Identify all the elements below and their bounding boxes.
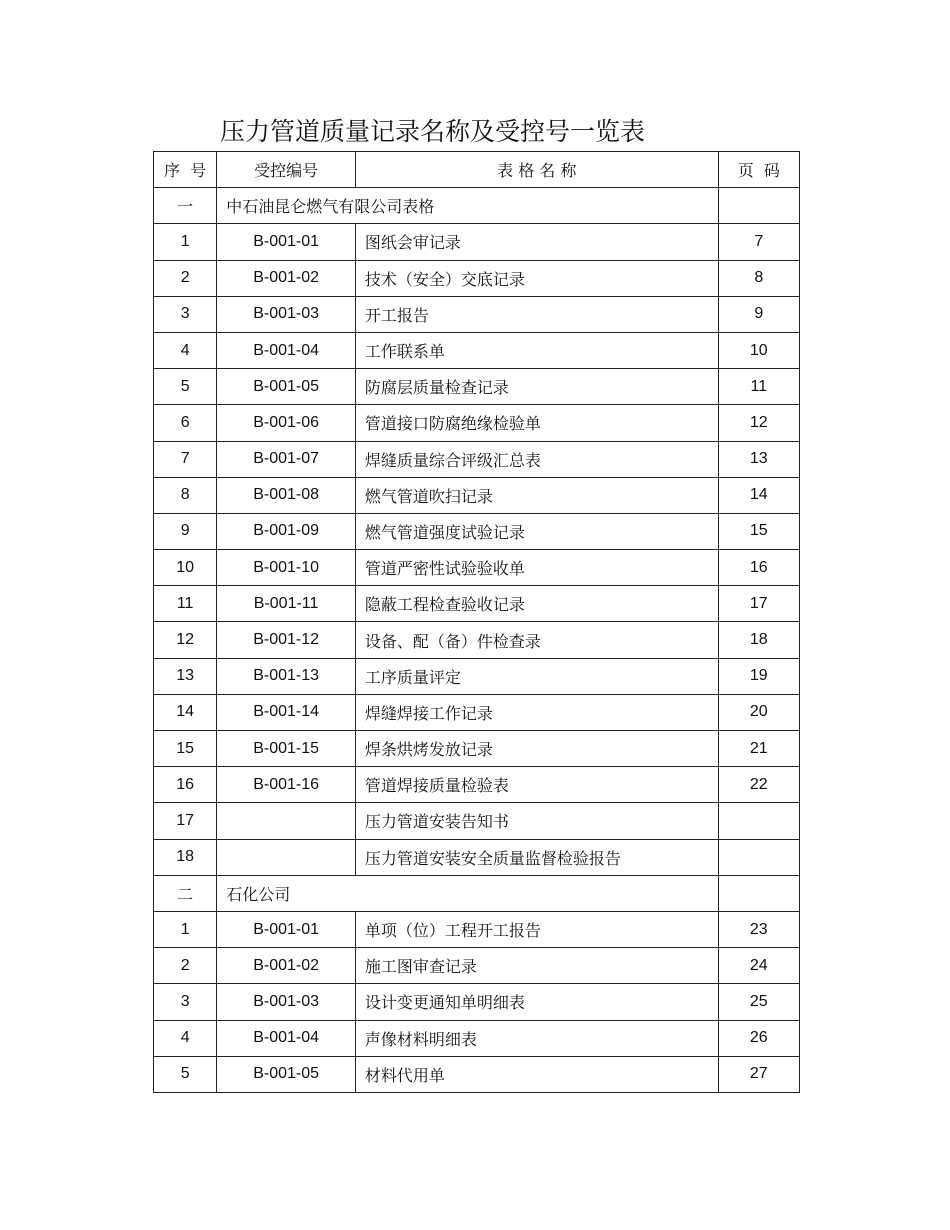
table-row bbox=[154, 513, 800, 549]
form-name: 材料代用单 bbox=[355, 1056, 718, 1092]
row-number: 3 bbox=[154, 984, 217, 1020]
page-number: 14 bbox=[718, 477, 799, 513]
records-table bbox=[153, 151, 800, 1093]
table-row bbox=[154, 224, 800, 260]
table-row bbox=[154, 550, 800, 586]
form-name: 燃气管道强度试验记录 bbox=[355, 513, 718, 549]
form-name: 燃气管道吹扫记录 bbox=[355, 477, 718, 513]
form-name: 隐蔽工程检查验收记录 bbox=[355, 586, 718, 622]
header-no: 序 号 bbox=[154, 152, 217, 188]
page-number: 7 bbox=[718, 224, 799, 260]
row-number: 5 bbox=[154, 1056, 217, 1092]
section-name: 中石油昆仑燃气有限公司表格 bbox=[217, 188, 718, 224]
section-row bbox=[154, 188, 800, 224]
form-name: 技术（安全）交底记录 bbox=[355, 260, 718, 296]
section-row bbox=[154, 875, 800, 911]
section-page bbox=[718, 875, 799, 911]
section-number: 二 bbox=[154, 875, 217, 911]
control-code: B-001-02 bbox=[217, 260, 356, 296]
table-row bbox=[154, 369, 800, 405]
row-number: 2 bbox=[154, 260, 217, 296]
table-row bbox=[154, 839, 800, 875]
page-number: 8 bbox=[718, 260, 799, 296]
table-row bbox=[154, 1056, 800, 1092]
table-row bbox=[154, 622, 800, 658]
control-code: B-001-07 bbox=[217, 441, 356, 477]
form-name: 开工报告 bbox=[355, 296, 718, 332]
control-code: B-001-03 bbox=[217, 984, 356, 1020]
control-code: B-001-03 bbox=[217, 296, 356, 332]
form-name: 设计变更通知单明细表 bbox=[355, 984, 718, 1020]
form-name: 焊条烘烤发放记录 bbox=[355, 731, 718, 767]
row-number: 12 bbox=[154, 622, 217, 658]
form-name: 防腐层质量检查记录 bbox=[355, 369, 718, 405]
section-name: 石化公司 bbox=[217, 875, 718, 911]
table-row bbox=[154, 1020, 800, 1056]
control-code: B-001-13 bbox=[217, 658, 356, 694]
page-number: 9 bbox=[718, 296, 799, 332]
table-row bbox=[154, 803, 800, 839]
page-number: 20 bbox=[718, 694, 799, 730]
form-name: 压力管道安装告知书 bbox=[355, 803, 718, 839]
control-code: B-001-16 bbox=[217, 767, 356, 803]
row-number: 10 bbox=[154, 550, 217, 586]
control-code: B-001-12 bbox=[217, 622, 356, 658]
page-number: 21 bbox=[718, 731, 799, 767]
form-name: 施工图审查记录 bbox=[355, 948, 718, 984]
row-number: 1 bbox=[154, 911, 217, 947]
page-number: 11 bbox=[718, 369, 799, 405]
form-name: 图纸会审记录 bbox=[355, 224, 718, 260]
control-code: B-001-04 bbox=[217, 1020, 356, 1056]
row-number: 16 bbox=[154, 767, 217, 803]
table-row bbox=[154, 332, 800, 368]
page-number: 23 bbox=[718, 911, 799, 947]
row-number: 3 bbox=[154, 296, 217, 332]
page-number bbox=[718, 803, 799, 839]
row-number: 18 bbox=[154, 839, 217, 875]
form-name: 焊缝焊接工作记录 bbox=[355, 694, 718, 730]
control-code bbox=[217, 803, 356, 839]
table-row bbox=[154, 586, 800, 622]
header-name: 表 格 名 称 bbox=[355, 152, 718, 188]
control-code: B-001-09 bbox=[217, 513, 356, 549]
form-name: 管道焊接质量检验表 bbox=[355, 767, 718, 803]
form-name: 工作联系单 bbox=[355, 332, 718, 368]
control-code: B-001-05 bbox=[217, 369, 356, 405]
control-code: B-001-11 bbox=[217, 586, 356, 622]
form-name: 管道严密性试验验收单 bbox=[355, 550, 718, 586]
row-number: 2 bbox=[154, 948, 217, 984]
page-number: 13 bbox=[718, 441, 799, 477]
table-row bbox=[154, 260, 800, 296]
control-code: B-001-15 bbox=[217, 731, 356, 767]
table-row bbox=[154, 694, 800, 730]
control-code: B-001-14 bbox=[217, 694, 356, 730]
table-row bbox=[154, 658, 800, 694]
control-code: B-001-08 bbox=[217, 477, 356, 513]
page-number: 26 bbox=[718, 1020, 799, 1056]
row-number: 14 bbox=[154, 694, 217, 730]
form-name: 声像材料明细表 bbox=[355, 1020, 718, 1056]
page-number: 17 bbox=[718, 586, 799, 622]
section-number: 一 bbox=[154, 188, 217, 224]
header-page: 页 码 bbox=[718, 152, 799, 188]
table-row bbox=[154, 477, 800, 513]
table-row bbox=[154, 984, 800, 1020]
table-row bbox=[154, 296, 800, 332]
table-row bbox=[154, 731, 800, 767]
control-code: B-001-04 bbox=[217, 332, 356, 368]
page-number: 18 bbox=[718, 622, 799, 658]
control-code: B-001-06 bbox=[217, 405, 356, 441]
form-name: 焊缝质量综合评级汇总表 bbox=[355, 441, 718, 477]
page-number bbox=[718, 839, 799, 875]
row-number: 4 bbox=[154, 1020, 217, 1056]
header-code: 受控编号 bbox=[217, 152, 356, 188]
row-number: 9 bbox=[154, 513, 217, 549]
page-number: 15 bbox=[718, 513, 799, 549]
row-number: 1 bbox=[154, 224, 217, 260]
form-name: 设备、配（备）件检查录 bbox=[355, 622, 718, 658]
page-number: 12 bbox=[718, 405, 799, 441]
page-title: 压力管道质量记录名称及受控号一览表 bbox=[220, 117, 646, 146]
row-number: 5 bbox=[154, 369, 217, 405]
control-code: B-001-01 bbox=[217, 911, 356, 947]
table-row bbox=[154, 948, 800, 984]
page-number: 16 bbox=[718, 550, 799, 586]
form-name: 压力管道安装安全质量监督检验报告 bbox=[355, 839, 718, 875]
row-number: 6 bbox=[154, 405, 217, 441]
row-number: 17 bbox=[154, 803, 217, 839]
table-row bbox=[154, 911, 800, 947]
form-name: 工序质量评定 bbox=[355, 658, 718, 694]
control-code: B-001-02 bbox=[217, 948, 356, 984]
page-number: 22 bbox=[718, 767, 799, 803]
table-row bbox=[154, 405, 800, 441]
page-number: 10 bbox=[718, 332, 799, 368]
control-code: B-001-01 bbox=[217, 224, 356, 260]
form-name: 单项（位）工程开工报告 bbox=[355, 911, 718, 947]
row-number: 4 bbox=[154, 332, 217, 368]
row-number: 11 bbox=[154, 586, 217, 622]
page-number: 25 bbox=[718, 984, 799, 1020]
row-number: 15 bbox=[154, 731, 217, 767]
page-number: 24 bbox=[718, 948, 799, 984]
page-number: 19 bbox=[718, 658, 799, 694]
table-row bbox=[154, 441, 800, 477]
table-header-row bbox=[154, 152, 800, 188]
control-code bbox=[217, 839, 356, 875]
section-page bbox=[718, 188, 799, 224]
page-number: 27 bbox=[718, 1056, 799, 1092]
control-code: B-001-05 bbox=[217, 1056, 356, 1092]
row-number: 7 bbox=[154, 441, 217, 477]
control-code: B-001-10 bbox=[217, 550, 356, 586]
row-number: 8 bbox=[154, 477, 217, 513]
row-number: 13 bbox=[154, 658, 217, 694]
table-row bbox=[154, 767, 800, 803]
form-name: 管道接口防腐绝缘检验单 bbox=[355, 405, 718, 441]
